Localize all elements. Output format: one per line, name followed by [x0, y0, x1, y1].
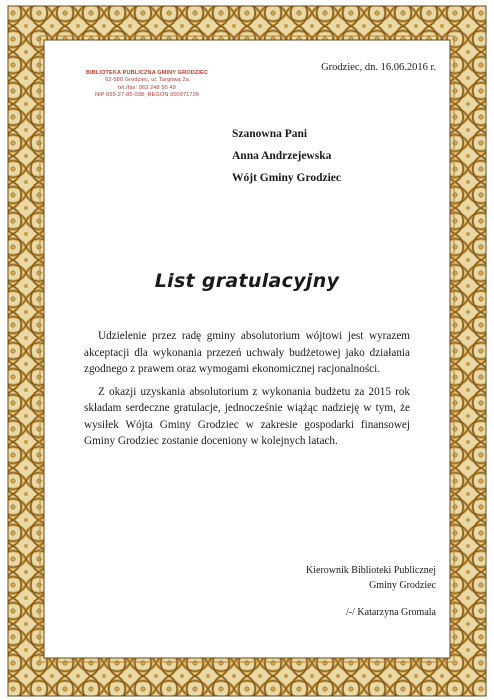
- addressee-name: Anna Andrzejewska: [232, 150, 332, 162]
- signature-role-1: Kierownik Biblioteki Publicznej: [306, 565, 436, 576]
- library-stamp: [72, 70, 222, 100]
- letter-body: [84, 328, 410, 456]
- signature-role-2: Gminy Grodziec: [369, 580, 436, 591]
- stamp-name: BIBLIOTEKA PUBLICZNA GMINY GRODZIEC: [85, 70, 208, 76]
- body-paragraph-2: Z okazji uzyskania absolutorium z wykonania budżetu za 2015 rok składam serdeczne gratulacje, jednocześnie wiążąc nadzieję w tym, że wysiłek Wójta Gminy Grodziec w zakresie gospodarki finansowej Gminy Grodziec zostanie doceniony w kolejnych latach.: [84, 385, 410, 447]
- signature-block: [306, 563, 436, 620]
- letter-date: Grodziec, dn. 16.06.2016 r.: [321, 62, 436, 73]
- stamp-address: 62-580 Grodziec, ul. Targowa 2a: [105, 77, 189, 84]
- body-paragraph-1: Udzielenie przez radę gminy absolutorium wójtowi jest wyrazem akceptacji dla wykonania przezeń uchwały budżetowej jako działania zgodnego z prawem oraz wymogami ekonomicznej racjonalności.: [84, 330, 410, 375]
- signature-name: /-/ Katarzyna Gromala: [346, 607, 436, 618]
- letter-title: List gratulacyjny: [154, 270, 340, 292]
- addressee-salutation: Szanowna Pani: [232, 128, 308, 140]
- addressee-title: Wójt Gminy Grodziec: [232, 172, 342, 184]
- stamp-ids: NIP 665-27-85-038; REGON 000971726: [94, 92, 200, 99]
- stamp-phone: tel./fax: 063 248 50 49: [118, 84, 176, 91]
- addressee-block: [232, 123, 341, 189]
